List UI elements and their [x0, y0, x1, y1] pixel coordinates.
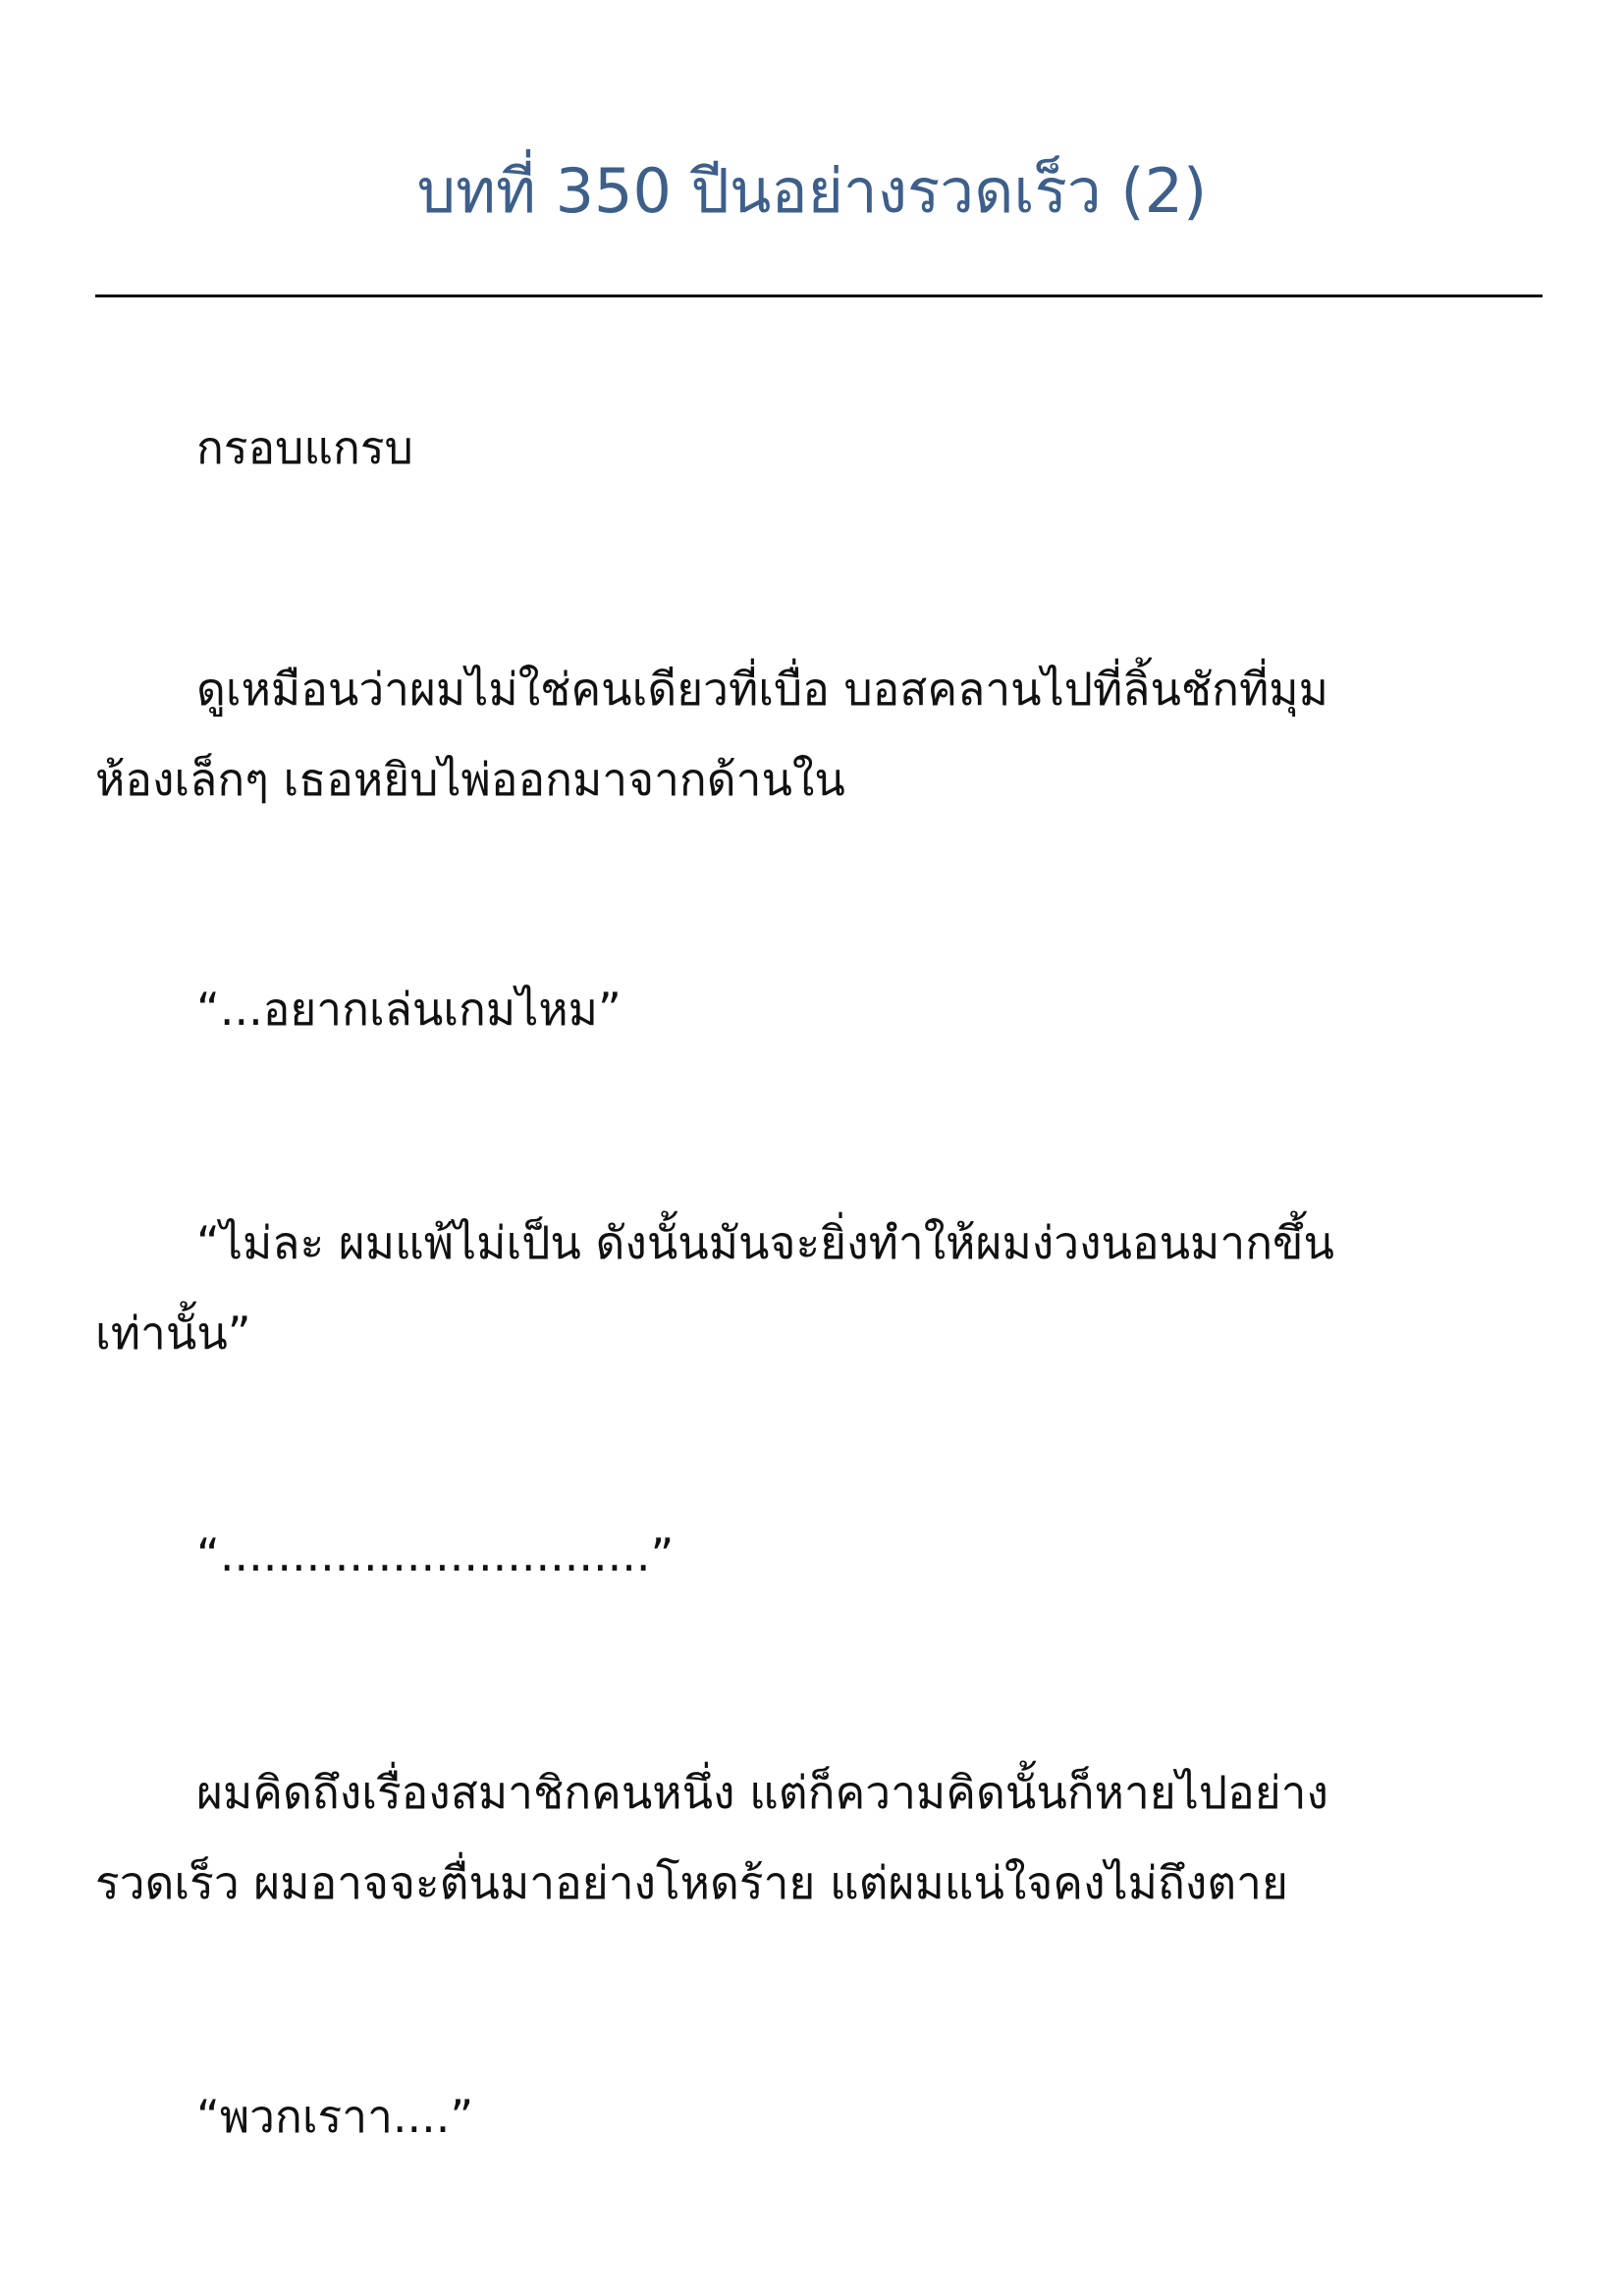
paragraph-line: “...อยากเล่นเกมไหม”: [196, 983, 622, 1036]
paragraph-2: [95, 644, 1543, 825]
paragraph-line: ดูเหมือนว่าผมไม่ใช่คนเดียวที่เบื่อ บอสคลานไปที่ลิ้นชักที่มุม: [196, 663, 1328, 716]
paragraph-line: กรอบแกรบ: [196, 421, 413, 474]
paragraph-line: เท่านั้น”: [95, 1307, 251, 1360]
paragraph-3: [95, 964, 1543, 1054]
paragraph-line: “..............................”: [196, 1528, 675, 1581]
paragraph-line: “ไม่ละ ผมแพ้ไม่เป็น ดังนั้นมันจะยิ่งทำให้ผมง่วงนอนมากขึ้น: [196, 1216, 1334, 1269]
paragraph-line: รวดเร็ว ผมอาจจะตื่นมาอย่างโหดร้าย แต่ผมแน่ใจคงไม่ถึงตาย: [95, 1856, 1288, 1909]
paragraph-4: [95, 1198, 1543, 1378]
paragraph-5: [95, 1510, 1543, 1600]
paragraph-line: “พวกเราา....”: [196, 2090, 474, 2143]
chapter-title: บทที่ 350 ปีนอย่างรวดเร็ว (2): [416, 155, 1208, 227]
paragraph-1: [95, 402, 1543, 493]
title-divider: [95, 294, 1543, 297]
paragraph-6: [95, 1747, 1543, 1928]
paragraph-7: [95, 2071, 1543, 2162]
paragraph-line: ผมคิดถึงเรื่องสมาชิกคนหนึ่ง แต่ก็ความคิดนั้นก็หายไปอย่าง: [196, 1766, 1328, 1819]
paragraph-line: ห้องเล็กๆ เธอหยิบไพ่ออกมาจากด้านใน: [95, 753, 845, 806]
